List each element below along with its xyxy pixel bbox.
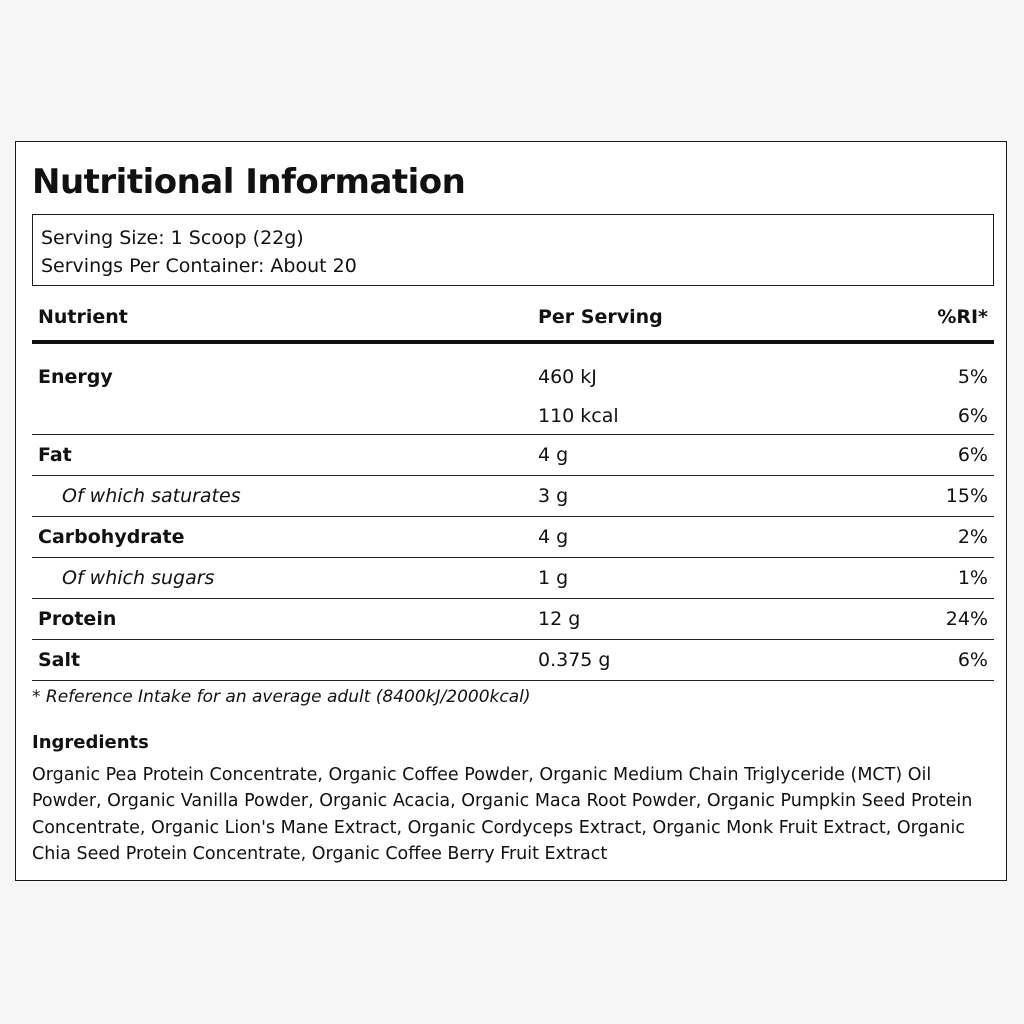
ri-value: 6%	[904, 435, 994, 476]
per-serving-value: 110 kcal	[532, 397, 904, 435]
nutrient-name	[32, 397, 532, 435]
per-serving-value: 1 g	[532, 558, 904, 599]
table-row	[32, 476, 994, 517]
table-row	[32, 397, 994, 435]
table-row	[32, 640, 994, 681]
nutrition-panel	[15, 141, 1007, 881]
per-serving-value: 4 g	[532, 517, 904, 558]
per-serving-value: 12 g	[532, 599, 904, 640]
reference-intake-footnote: * Reference Intake for an average adult (8400kJ/2000kcal)	[32, 687, 531, 707]
table-row	[32, 517, 994, 558]
nutrient-name: Energy	[38, 365, 113, 388]
ri-value: 1%	[904, 558, 994, 599]
ingredients-heading: Ingredients	[32, 732, 149, 753]
ingredients-text: Organic Pea Protein Concentrate, Organic Coffee Powder, Organic Medium Chain Triglyceride (MCT) Oil Powder, Organic Vanilla Powder, Organic Acacia, Organic Maca Root Powder, Organic Pumpkin Seed Protein Concentrate, Organic Lion's Mane Extract, Organic Cordyceps Extract, Organic Monk Fruit Extract, Organic Chia Seed Protein Concentrate, Organic Coffee Berry Fruit Extract	[32, 765, 973, 864]
nutrient-name: Carbohydrate	[32, 517, 532, 558]
header-ri: %RI*	[904, 302, 994, 342]
ri-value: 5%	[957, 365, 988, 388]
table-row	[32, 558, 994, 599]
table-row	[32, 599, 994, 640]
nutrition-table	[32, 302, 994, 681]
servings-per-container: Servings Per Container: About 20	[41, 255, 357, 277]
nutrient-name: Fat	[32, 435, 532, 476]
per-serving-value: 3 g	[532, 476, 904, 517]
ri-value: 2%	[904, 517, 994, 558]
nutrient-name: Protein	[32, 599, 532, 640]
serving-info-box	[32, 214, 994, 286]
table-header-row	[32, 302, 994, 342]
per-serving-value: 4 g	[532, 435, 904, 476]
table-row	[32, 435, 994, 476]
ri-value: 6%	[904, 640, 994, 681]
per-serving-value: 460 kJ	[538, 365, 597, 388]
per-serving-value: 0.375 g	[532, 640, 904, 681]
table-row	[32, 342, 994, 397]
nutrient-name: Of which saturates	[32, 476, 532, 517]
header-per-serving: Per Serving	[532, 302, 904, 342]
ri-value: 15%	[904, 476, 994, 517]
nutrient-name: Of which sugars	[32, 558, 532, 599]
nutrient-name: Salt	[32, 640, 532, 681]
header-nutrient: Nutrient	[32, 302, 532, 342]
serving-size: Serving Size: 1 Scoop (22g)	[41, 227, 304, 249]
ri-value: 24%	[904, 599, 994, 640]
ri-value: 6%	[904, 397, 994, 435]
page-title: Nutritional Information	[32, 162, 466, 202]
